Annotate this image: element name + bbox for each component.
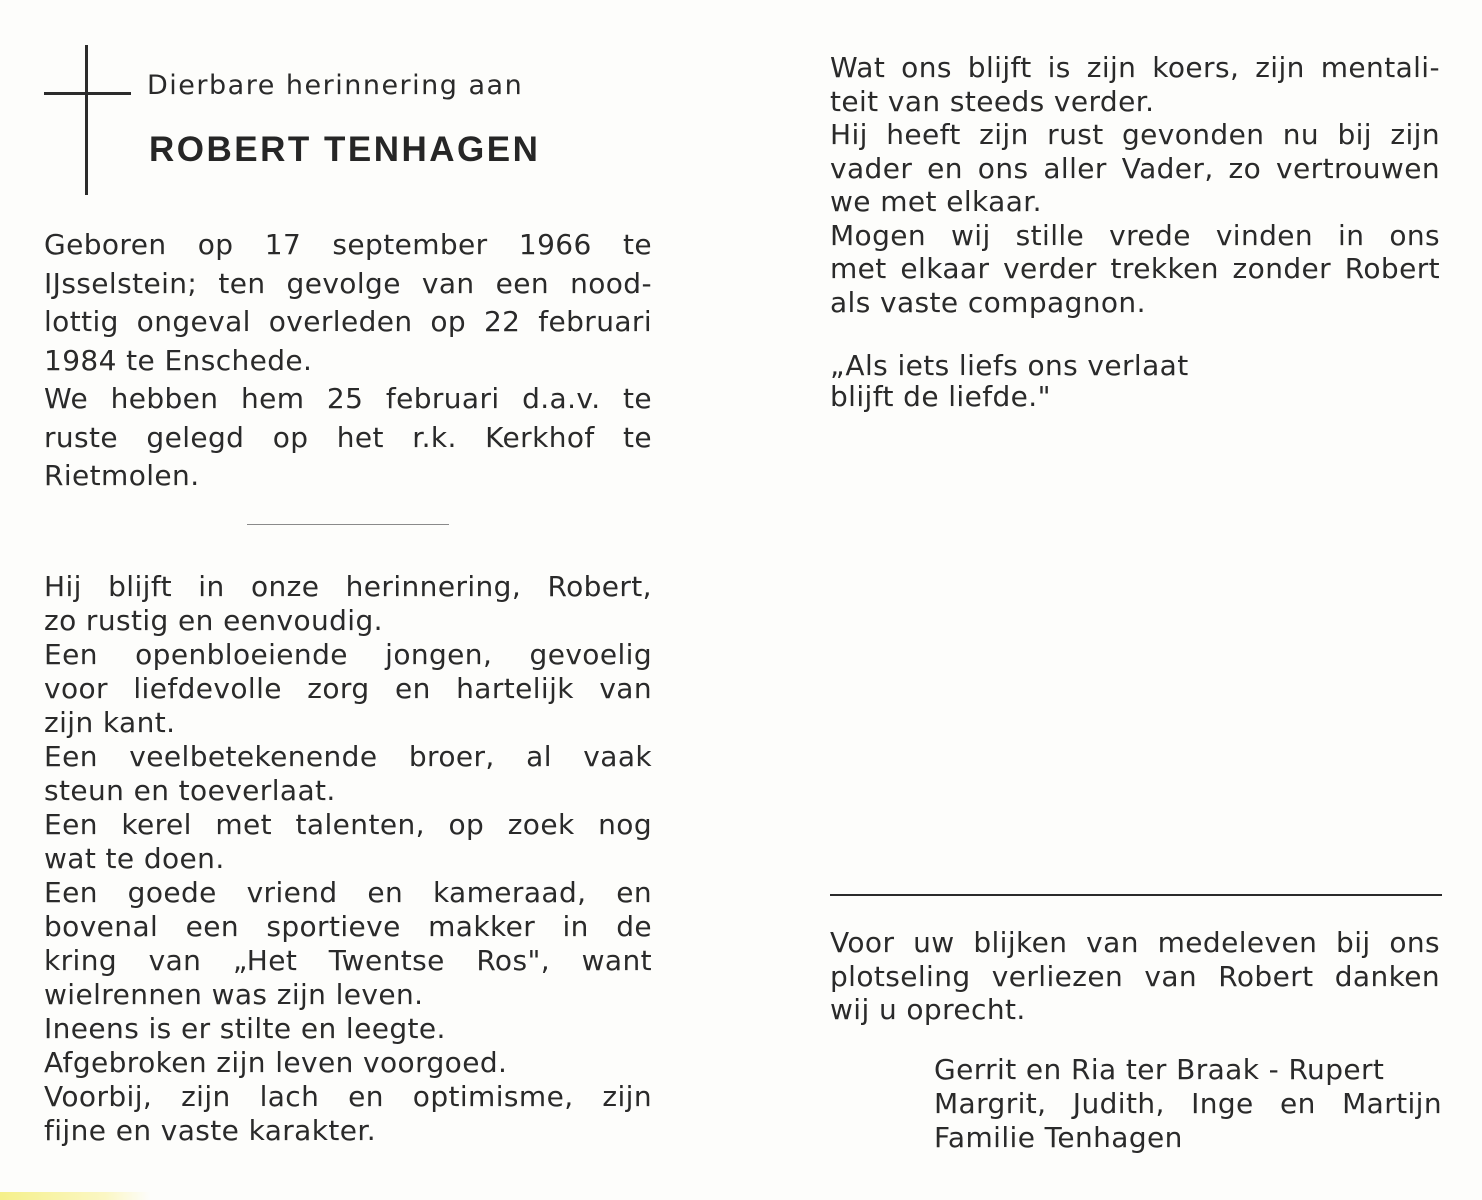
text-line: bovenal een sportieve makker in de (44, 910, 652, 943)
separator-rule (830, 894, 1442, 896)
text-line: zo rustig en eenvoudig. (44, 604, 383, 637)
text-line: 1984 te Enschede. (44, 343, 313, 377)
text-line: steun en toeverlaat. (44, 774, 336, 807)
text-line: Rietmolen. (44, 459, 200, 492)
signature-line: Margrit, Judith, Inge en Martijn (934, 1087, 1442, 1120)
signature-line: Gerrit en Ria ter Braak - Rupert (934, 1053, 1385, 1086)
text-line: Hij heeft zijn rust gevonden nu bij zijn (830, 118, 1440, 151)
reflection-paragraph (830, 51, 1440, 319)
text-line: Hij blijft in onze herinnering, Robert, (44, 570, 652, 603)
text-line: wielrennen was zijn leven. (44, 978, 424, 1011)
text-line: Geboren op 17 september 1966 te (44, 228, 652, 261)
family-signatures (934, 1053, 1442, 1155)
text-line: Afgebroken zijn leven voorgoed. (44, 1046, 508, 1079)
text-line: Voorbij, zijn lach en optimisme, zijn (44, 1080, 652, 1113)
text-line: wij u oprecht. (830, 993, 1026, 1026)
cross-vertical-bar (85, 45, 88, 195)
text-line: Ineens is er stilte en leegte. (44, 1012, 446, 1045)
text-line: lottig ongeval overleden op 22 februari (44, 305, 652, 338)
text-line: Een goede vriend en kameraad, en (44, 876, 652, 909)
text-line: voor liefdevolle zorg en hartelijk van (44, 672, 652, 705)
thanks-paragraph (830, 926, 1440, 1027)
text-line: kring van „Het Twentse Ros", want (44, 944, 652, 977)
text-line: Een veelbetekenende broer, al vaak (44, 740, 652, 773)
text-line: vader en ons aller Vader, zo vertrouwen (830, 151, 1440, 185)
text-line: als vaste compagnon. (830, 285, 1146, 319)
text-line: teit van steeds verder. (830, 84, 1155, 118)
intro-text: Dierbare herinnering aan (147, 70, 524, 101)
text-line: Een kerel met talenten, op zoek nog (44, 808, 652, 841)
text-line: Voor uw blijken van medeleven bij ons (830, 926, 1440, 959)
biography-paragraph (44, 226, 652, 496)
quote-line: blijft de liefde." (830, 381, 1051, 412)
text-line: plotseling verliezen van Robert danken (830, 959, 1440, 993)
paper-edge (0, 1192, 150, 1200)
text-line: Mogen wij stille vrede vinden in ons (830, 218, 1440, 252)
cross-horizontal-bar (44, 92, 131, 95)
deceased-name: ROBERT TENHAGEN (149, 130, 541, 169)
text-line: Een openbloeiende jongen, gevoelig (44, 638, 652, 671)
signature-line: Familie Tenhagen (934, 1121, 1183, 1154)
text-line: wat te doen. (44, 842, 225, 875)
text-line: zijn kant. (44, 706, 176, 739)
quote-line: „Als iets liefs ons verlaat (830, 350, 1189, 381)
text-line: IJsselstein; ten gevolge van een nood- (44, 266, 652, 300)
text-line: we met elkaar. (830, 185, 1042, 218)
text-line: We hebben hem 25 februari d.a.v. te (44, 382, 652, 415)
text-line: met elkaar verder trekken zonder Robert (830, 252, 1440, 285)
text-line: ruste gelegd op het r.k. Kerkhof te (44, 420, 652, 454)
text-line: Wat ons blijft is zijn koers, zijn mentali- (830, 51, 1440, 84)
separator-rule (247, 524, 449, 525)
text-line: fijne en vaste karakter. (44, 1114, 376, 1147)
quote (830, 350, 1440, 412)
tribute-paragraph (44, 570, 652, 1148)
